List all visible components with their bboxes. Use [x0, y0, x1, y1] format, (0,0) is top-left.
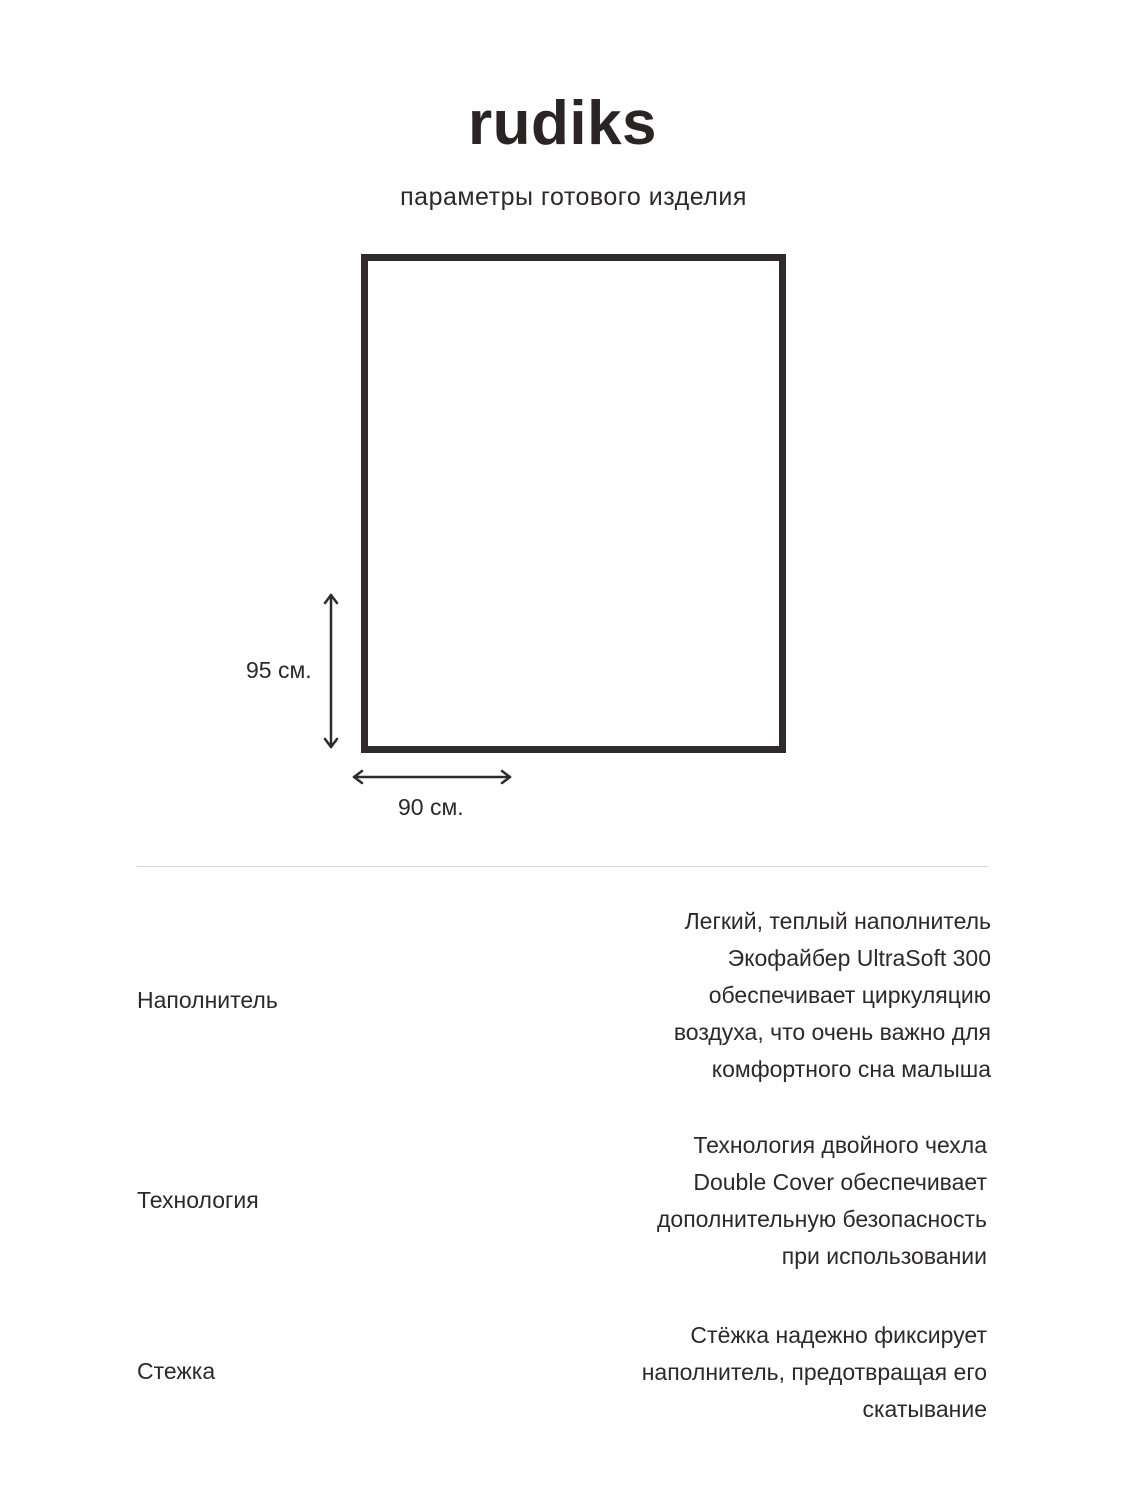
spec-label-technology: Технология	[137, 1187, 259, 1213]
width-arrow-icon	[354, 771, 510, 783]
spec-description-stitching: Стёжка надежно фиксирует наполнитель, предотвращая его скатывание	[641, 1322, 987, 1422]
height-dimension-label: 95 см.	[246, 657, 312, 683]
spec-description-technology: Технология двойного чехла Double Cover обеспечивает дополнительную безопасность при использовании	[656, 1132, 987, 1269]
width-dimension-label: 90 см.	[398, 794, 464, 820]
section-divider	[137, 866, 988, 867]
brand-logo: rudiks	[467, 89, 658, 158]
spec-label-stitching: Стежка	[137, 1358, 216, 1384]
page-subtitle: параметры готового изделия	[400, 183, 747, 211]
spec-label-filler: Наполнитель	[137, 987, 278, 1013]
spec-description-filler: Легкий, теплый наполнитель Экофайбер UltraSoft 300 обеспечивает циркуляцию воздуха, что очень важно для комфортного сна малыша	[673, 908, 991, 1082]
product-outline	[361, 254, 786, 753]
height-arrow-icon	[325, 595, 337, 747]
